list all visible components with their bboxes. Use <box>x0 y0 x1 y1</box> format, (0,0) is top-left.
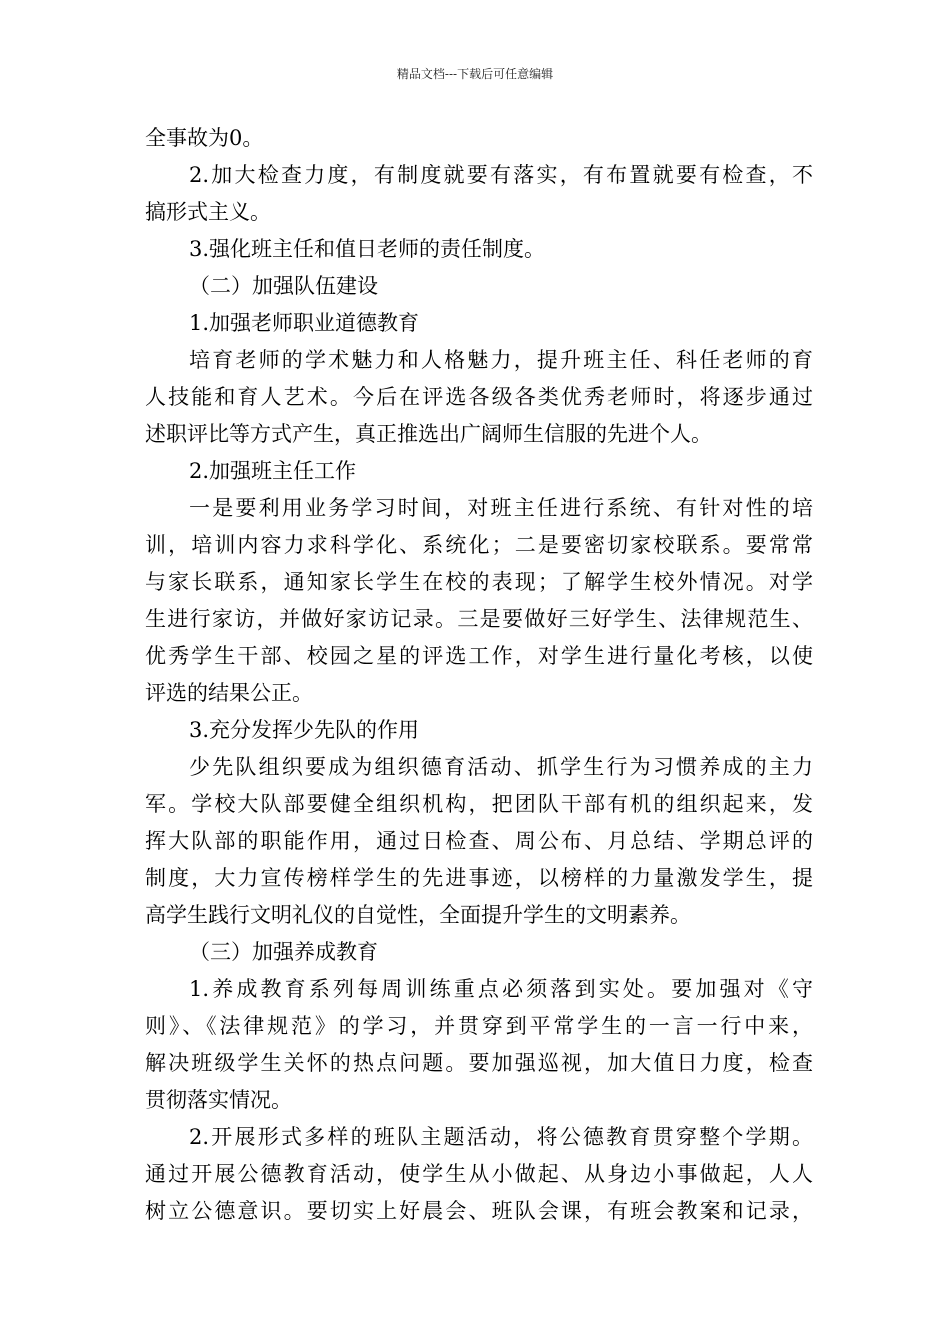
text-line: 全事故为0。 <box>145 126 264 150</box>
text-line: 2.加强班主任工作 <box>189 459 357 483</box>
text-line: 贯彻落实情况。 <box>145 1088 292 1112</box>
text-line: 优秀学生干部、校园之星的评选工作，对学生进行量化考核，以使 <box>145 644 813 668</box>
text-line: （三）加强养成教育 <box>189 940 378 964</box>
text-line: 一是要利用业务学习时间，对班主任进行系统、有针对性的培 <box>189 496 813 520</box>
text-line: 3.充分发挥少先队的作用 <box>189 718 420 742</box>
text-line: 高学生践行文明礼仪的自觉性，全面提升学生的文明素养。 <box>145 903 691 927</box>
text-line: 军。学校大队部要健全组织机构，把团队干部有机的组织起来，发 <box>145 792 813 816</box>
text-line: 述职评比等方式产生，真正推选出广阔师生信服的先进个人。 <box>145 422 712 446</box>
text-line: 搞形式主义。 <box>145 200 271 224</box>
document-body <box>145 120 813 1230</box>
text-line: 2.加大检查力度，有制度就要有落实，有布置就要有检查，不 <box>189 163 813 187</box>
text-line: 挥大队部的职能作用，通过日检查、周公布、月总结、学期总评的 <box>145 829 813 853</box>
text-line: 3.强化班主任和值日老师的责任制度。 <box>189 237 546 261</box>
text-line: 树立公德意识。要切实上好晨会、班队会课，有班会教案和记录， <box>145 1199 813 1223</box>
text-line: 1.加强老师职业道德教育 <box>189 311 420 335</box>
text-line: （二）加强队伍建设 <box>189 274 378 298</box>
text-line: 少先队组织要成为组织德育活动、抓学生行为习惯养成的主力 <box>189 755 813 779</box>
page-header: 精品文档---下载后可任意编辑 <box>396 67 554 81</box>
text-line: 则》、《法律规范》的学习，并贯穿到平常学生的一言一行中来， <box>145 1014 813 1038</box>
text-line: 与家长联系，通知家长学生在校的表现；了解学生校外情况。对学 <box>145 570 813 594</box>
text-line: 培育老师的学术魅力和人格魅力，提升班主任、科任老师的育 <box>189 348 813 372</box>
text-line: 1.养成教育系列每周训练重点必须落到实处。要加强对《守 <box>189 977 813 1001</box>
text-line: 评选的结果公正。 <box>145 681 313 705</box>
text-line: 通过开展公德教育活动，使学生从小做起、从身边小事做起，人人 <box>145 1162 813 1186</box>
text-line: 生进行家访，并做好家访记录。三是要做好三好学生、法律规范生、 <box>145 607 813 631</box>
text-line: 训，培训内容力求科学化、系统化；二是要密切家校联系。要常常 <box>145 533 813 557</box>
text-line: 制度，大力宣传榜样学生的先进事迹，以榜样的力量激发学生，提 <box>145 866 813 890</box>
text-line: 2.开展形式多样的班队主题活动，将公德教育贯穿整个学期。 <box>189 1125 813 1149</box>
text-line: 人技能和育人艺术。今后在评选各级各类优秀老师时，将逐步通过 <box>145 385 813 409</box>
text-line: 解决班级学生关怀的热点问题。要加强巡视，加大值日力度，检查 <box>145 1051 813 1075</box>
